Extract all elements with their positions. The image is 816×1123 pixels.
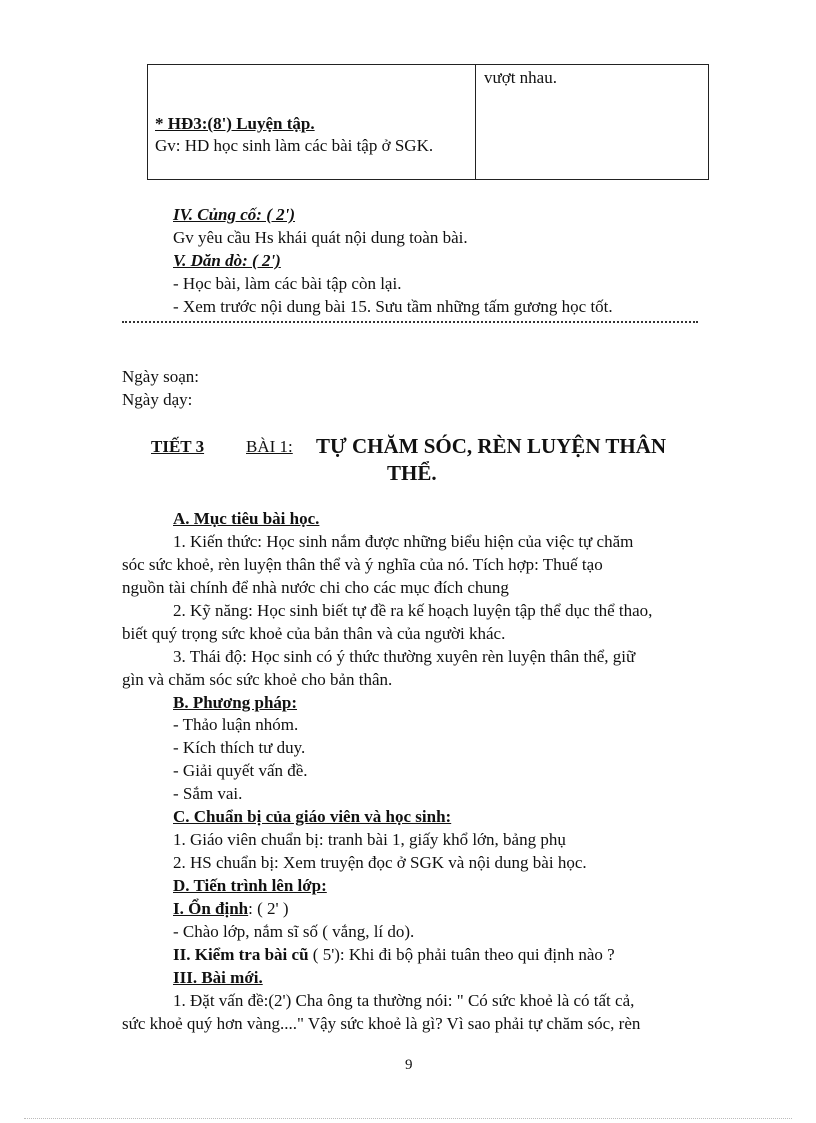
homework-line: - Học bài, làm các bài tập còn lại.: [173, 274, 402, 293]
consolidation-line: Gv yêu cầu Hs khái quát nội dung toàn bài.: [173, 228, 468, 247]
activity-right-text: vượt nhau.: [484, 68, 557, 87]
activity-heading: * HĐ3:(8') Luyện tập.: [155, 114, 315, 133]
page-edge-dots: [24, 1118, 792, 1119]
section-c-heading: C. Chuẩn bị của giáo viên và học sinh:: [173, 807, 452, 826]
check-line: [173, 944, 615, 966]
period-label: TIẾT 3: [151, 437, 205, 456]
prep-date-label: Ngày soạn:: [122, 367, 199, 386]
section-c-line: 2. HS chuẩn bị: Xem truyện đọc ở SGK và nội dung bài học.: [173, 853, 587, 872]
stabilize-detail: - Chào lớp, nắm sĩ số ( vắng, lí do).: [173, 922, 415, 941]
check-label: II. Kiểm tra bài cũ: [173, 945, 309, 964]
consolidation-heading: IV. Củng cố: ( 2'): [173, 205, 296, 224]
stabilize-rest: : ( 2' ): [248, 899, 289, 918]
dotted-separator: [122, 321, 698, 323]
stabilize-label: I. Ổn định: [173, 899, 249, 918]
section-a-line: sóc sức khoẻ, rèn luyện thân thể và ý nghĩa của nó. Tích hợp: Thuế tạo: [122, 555, 603, 574]
section-b-item: - Thảo luận nhóm.: [173, 715, 299, 734]
section-a-line: gìn và chăm sóc sức khoẻ cho bản thân.: [122, 670, 393, 689]
section-b-item: - Kích thích tư duy.: [173, 738, 306, 757]
lesson-label: BÀI 1:: [246, 437, 293, 456]
section-a-heading: A. Mục tiêu bài học.: [173, 509, 320, 528]
intro-line: 1. Đặt vấn đề:(2') Cha ông ta thường nói: " Có sức khoẻ là có tất cả,: [173, 991, 635, 1010]
section-d-heading: D. Tiến trình lên lớp:: [173, 876, 327, 895]
section-a-line: biết quý trọng sức khoẻ của bản thân và của người khác.: [122, 624, 506, 643]
lesson-title-line1: TỰ CHĂM SÓC, RÈN LUYỆN THÂN: [316, 434, 667, 458]
section-a-line: 2. Kỹ năng: Học sinh biết tự đề ra kế hoạch luyện tập thể dục thể thao,: [173, 601, 653, 620]
page-number: 9: [405, 1057, 413, 1073]
section-b-heading: B. Phương pháp:: [173, 693, 298, 712]
section-a-line: 1. Kiến thức: Học sinh nắm được những biểu hiện của việc tự chăm: [173, 532, 634, 551]
section-c-line: 1. Giáo viên chuẩn bị: tranh bài 1, giấy khổ lớn, bảng phụ: [173, 830, 566, 849]
section-a-line: 3. Thái độ: Học sinh có ý thức thường xuyên rèn luyện thân thể, giữ: [173, 647, 636, 666]
activity-table: [147, 64, 709, 180]
stabilize-line: [173, 898, 289, 920]
homework-line: - Xem trước nội dung bài 15. Sưu tầm những tấm gương học tốt.: [173, 297, 613, 316]
section-b-item: - Giải quyết vấn đề.: [173, 761, 308, 780]
check-rest: ( 5'): Khi đi bộ phải tuân theo qui định nào ?: [308, 945, 615, 964]
section-b-item: - Sắm vai.: [173, 784, 243, 803]
lesson-title-line2: THỂ.: [387, 461, 437, 485]
intro-line: sức khoẻ quý hơn vàng...." Vậy sức khoẻ là gì? Vì sao phải tự chăm sóc, rèn: [122, 1014, 641, 1033]
activity-line: Gv: HD học sinh làm các bài tập ở SGK.: [155, 136, 434, 155]
new-lesson-heading: III. Bài mới.: [173, 968, 263, 987]
teach-date-label: Ngày dạy:: [122, 390, 193, 409]
activity-cell-right: [476, 65, 709, 180]
activity-cell-left: [148, 65, 476, 180]
homework-heading: V. Dăn dò: ( 2'): [173, 251, 281, 270]
section-a-line: nguồn tài chính để nhà nước chi cho các mục đích chung: [122, 578, 509, 597]
